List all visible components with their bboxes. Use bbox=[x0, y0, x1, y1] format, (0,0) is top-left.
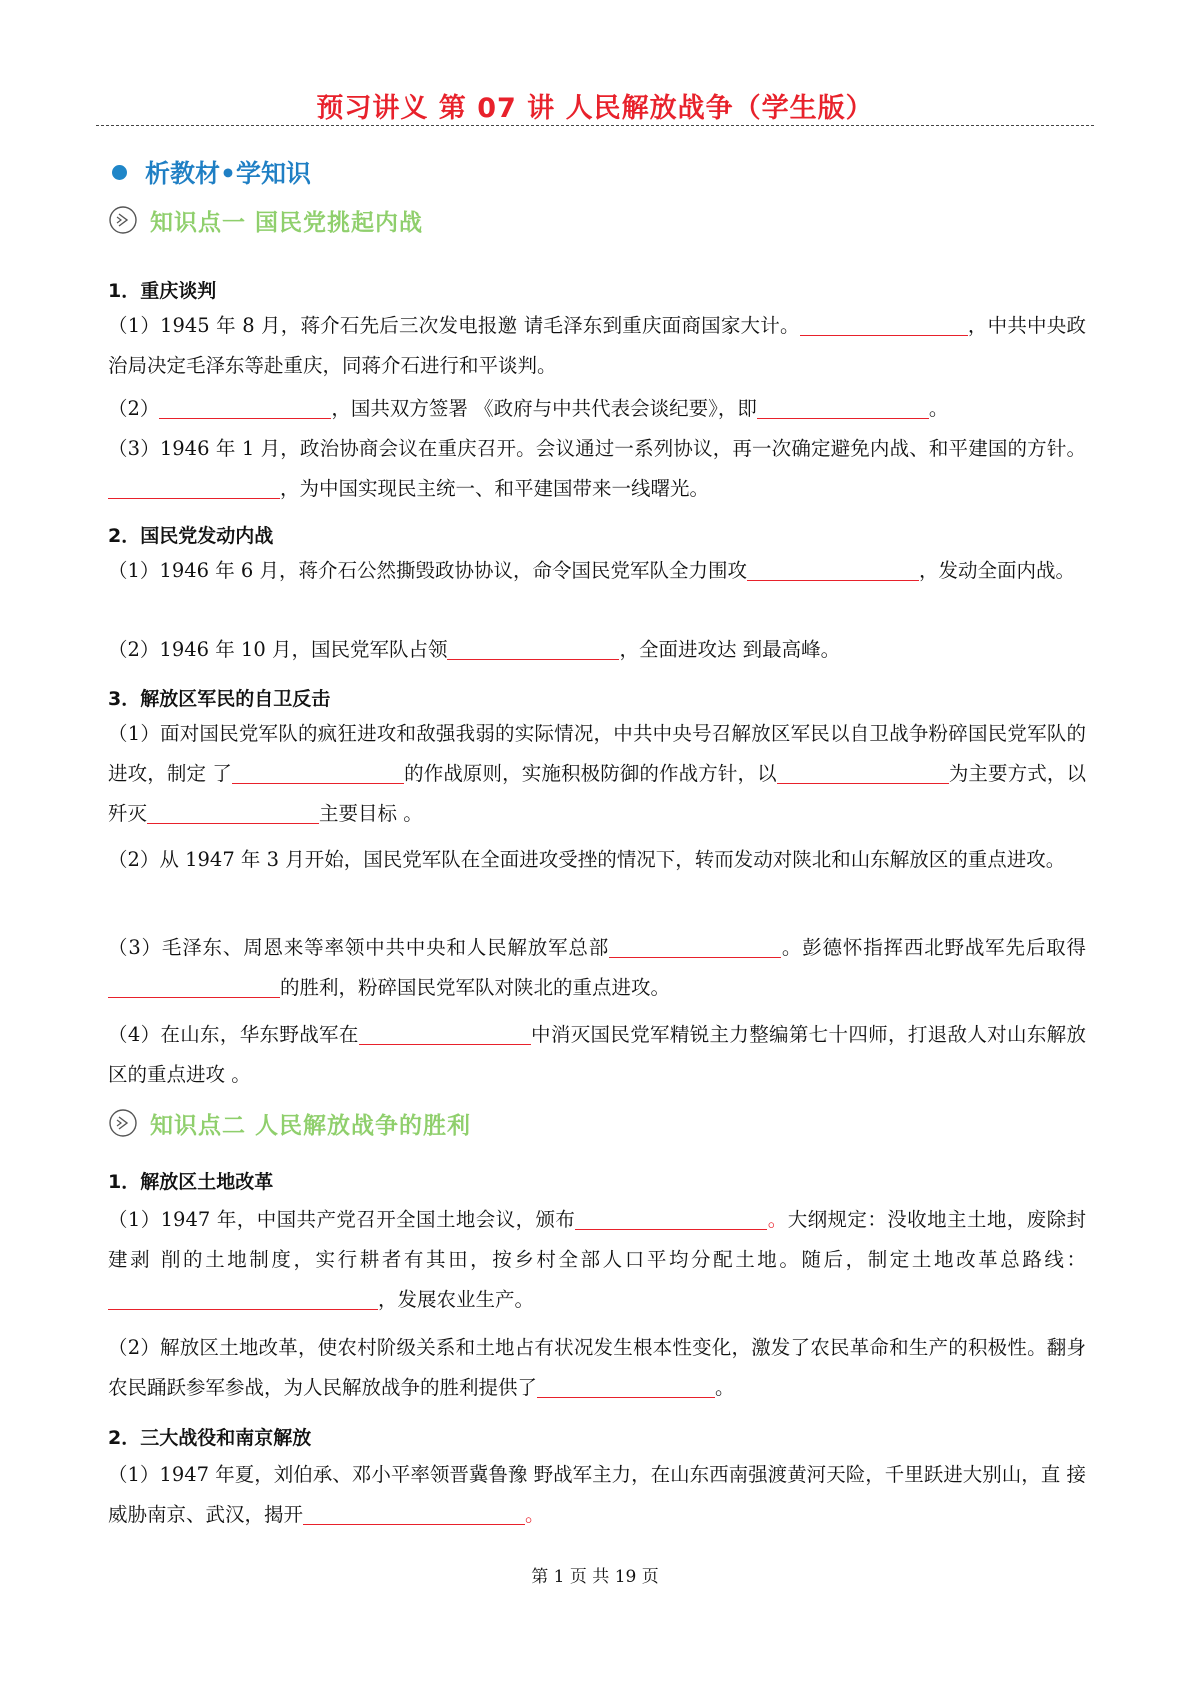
section-title: 析教材•学知识 bbox=[145, 159, 311, 188]
answer-blank[interactable] bbox=[108, 1283, 378, 1310]
knowledge-point-1-title: 知识点一 国民党挑起内战 bbox=[150, 209, 424, 236]
answer-blank[interactable] bbox=[147, 797, 319, 824]
answer-blank[interactable] bbox=[575, 1203, 767, 1230]
heading-kmt-civil-war: 2．国民党发动内战 bbox=[108, 525, 274, 547]
knowledge-point-2-title: 知识点二 人民解放战争的胜利 bbox=[150, 1112, 472, 1139]
heading-three-campaigns: 2．三大战役和南京解放 bbox=[108, 1427, 312, 1449]
play-circle-icon bbox=[108, 1108, 138, 1138]
answer-blank[interactable] bbox=[108, 971, 280, 998]
title-divider bbox=[96, 125, 1094, 126]
answer-blank[interactable] bbox=[609, 931, 781, 958]
page-title: 预习讲义 第 07 讲 人民解放战争（学生版） bbox=[316, 93, 874, 124]
answer-blank[interactable] bbox=[447, 633, 619, 660]
page-footer: 第 1 页 共 19 页 bbox=[531, 1567, 659, 1587]
paragraph-5-1: （1）1947 年夏，刘伯承、邓小平率领晋冀鲁豫 野战军主力，在山东西南强渡黄河天险，千里跃进大别山，直 接威胁南京、武汉，揭开 。 bbox=[108, 1463, 1086, 1526]
answer-blank[interactable] bbox=[747, 554, 919, 581]
heading-land-reform: 1．解放区土地改革 bbox=[108, 1171, 274, 1193]
paragraph-4-2: （2）解放区土地改革，使农村阶级关系和土地占有状况发生根本性变化，激发了农民革命和生产的积极性。翻身农民踊跃参军参战，为人民解放战争的胜利提供了 。 bbox=[108, 1336, 1086, 1399]
bullet-dot-icon bbox=[112, 165, 127, 180]
paragraph-1-2: （2） ，国共双方签署 《政府与中共代表会谈纪要》，即 。 bbox=[108, 389, 1086, 429]
answer-blank[interactable] bbox=[537, 1371, 715, 1398]
paragraph-1-3: （3）1946 年 1 月，政治协商会议在重庆召开。会议通过一系列协议，再一次确定避免内战、和平建国的方针。，为中国实现民主统一、和平建国带来一线曙光。 bbox=[108, 437, 1086, 500]
answer-blank[interactable] bbox=[777, 757, 949, 784]
heading-self-defense: 3．解放区军民的自卫反击 bbox=[108, 688, 331, 710]
section-header bbox=[112, 155, 311, 189]
answer-blank[interactable] bbox=[108, 472, 280, 499]
paragraph-1-1: （1）1945 年 8 月，蒋介石先后三次发电报邀 请毛泽东到重庆面商国家大计。 ，中共中央政治局决定毛泽东等赴重庆，同蒋介石进行和平谈判。 bbox=[108, 306, 1086, 386]
play-circle-icon bbox=[108, 205, 138, 235]
answer-blank[interactable] bbox=[232, 757, 404, 784]
answer-blank[interactable] bbox=[359, 1018, 531, 1045]
paragraph-4-1: （1）1947 年，中国共产党召开全国土地会议，颁布 。大纲规定：没收地主土地，废除封建剥 削的土地制度，实行耕者有其田，按乡村全部人口平均分配土地。随后，制定土地改革总路线：，发展农业生产。 bbox=[108, 1200, 1086, 1320]
knowledge-point-1-header bbox=[108, 202, 423, 238]
answer-blank[interactable] bbox=[757, 392, 929, 419]
paragraph-3-4: （4）在山东，华东野战军在 中消灭国民党军精锐主力整编第七十四师，打退敌人对山东解放区的重点进攻 。 bbox=[108, 1015, 1086, 1095]
paragraph-2-2: （2）1946 年 10 月，国民党军队占领 ，全面进攻达 到最高峰。 bbox=[108, 630, 1086, 670]
paragraph-3-3: （3）毛泽东、周恩来等率领中共中央和人民解放军总部 。彭德怀指挥西北野战军先后取得的胜利，粉碎国民党军队对陕北的重点进攻。 bbox=[108, 928, 1086, 1008]
paragraph-3-1: （1）面对国民党军队的疯狂进攻和敌强我弱的实际情况，中共中央号召解放区军民以自卫战争粉碎国民党军队的进攻，制定 了 的作战原则，实施积极防御的作战方针，以 为主要方式，以歼灭 主要目标 。 bbox=[108, 722, 1086, 825]
paragraph-2-1: （1）1946 年 6 月，蒋介石公然撕毁政协协议，命令国民党军队全力围攻 ，发动全面内战。 bbox=[108, 551, 1086, 591]
paragraph-3-2: （2）从 1947 年 3 月开始，国民党军队在全面进攻受挫的情况下，转而发动对陕北和山东解放区的重点进攻。 bbox=[108, 848, 1066, 871]
answer-blank[interactable] bbox=[303, 1498, 525, 1525]
answer-blank[interactable] bbox=[800, 309, 968, 336]
answer-blank[interactable] bbox=[159, 392, 331, 419]
knowledge-point-2-header bbox=[108, 1105, 471, 1141]
heading-chongqing-negotiation: 1．重庆谈判 bbox=[108, 280, 217, 302]
